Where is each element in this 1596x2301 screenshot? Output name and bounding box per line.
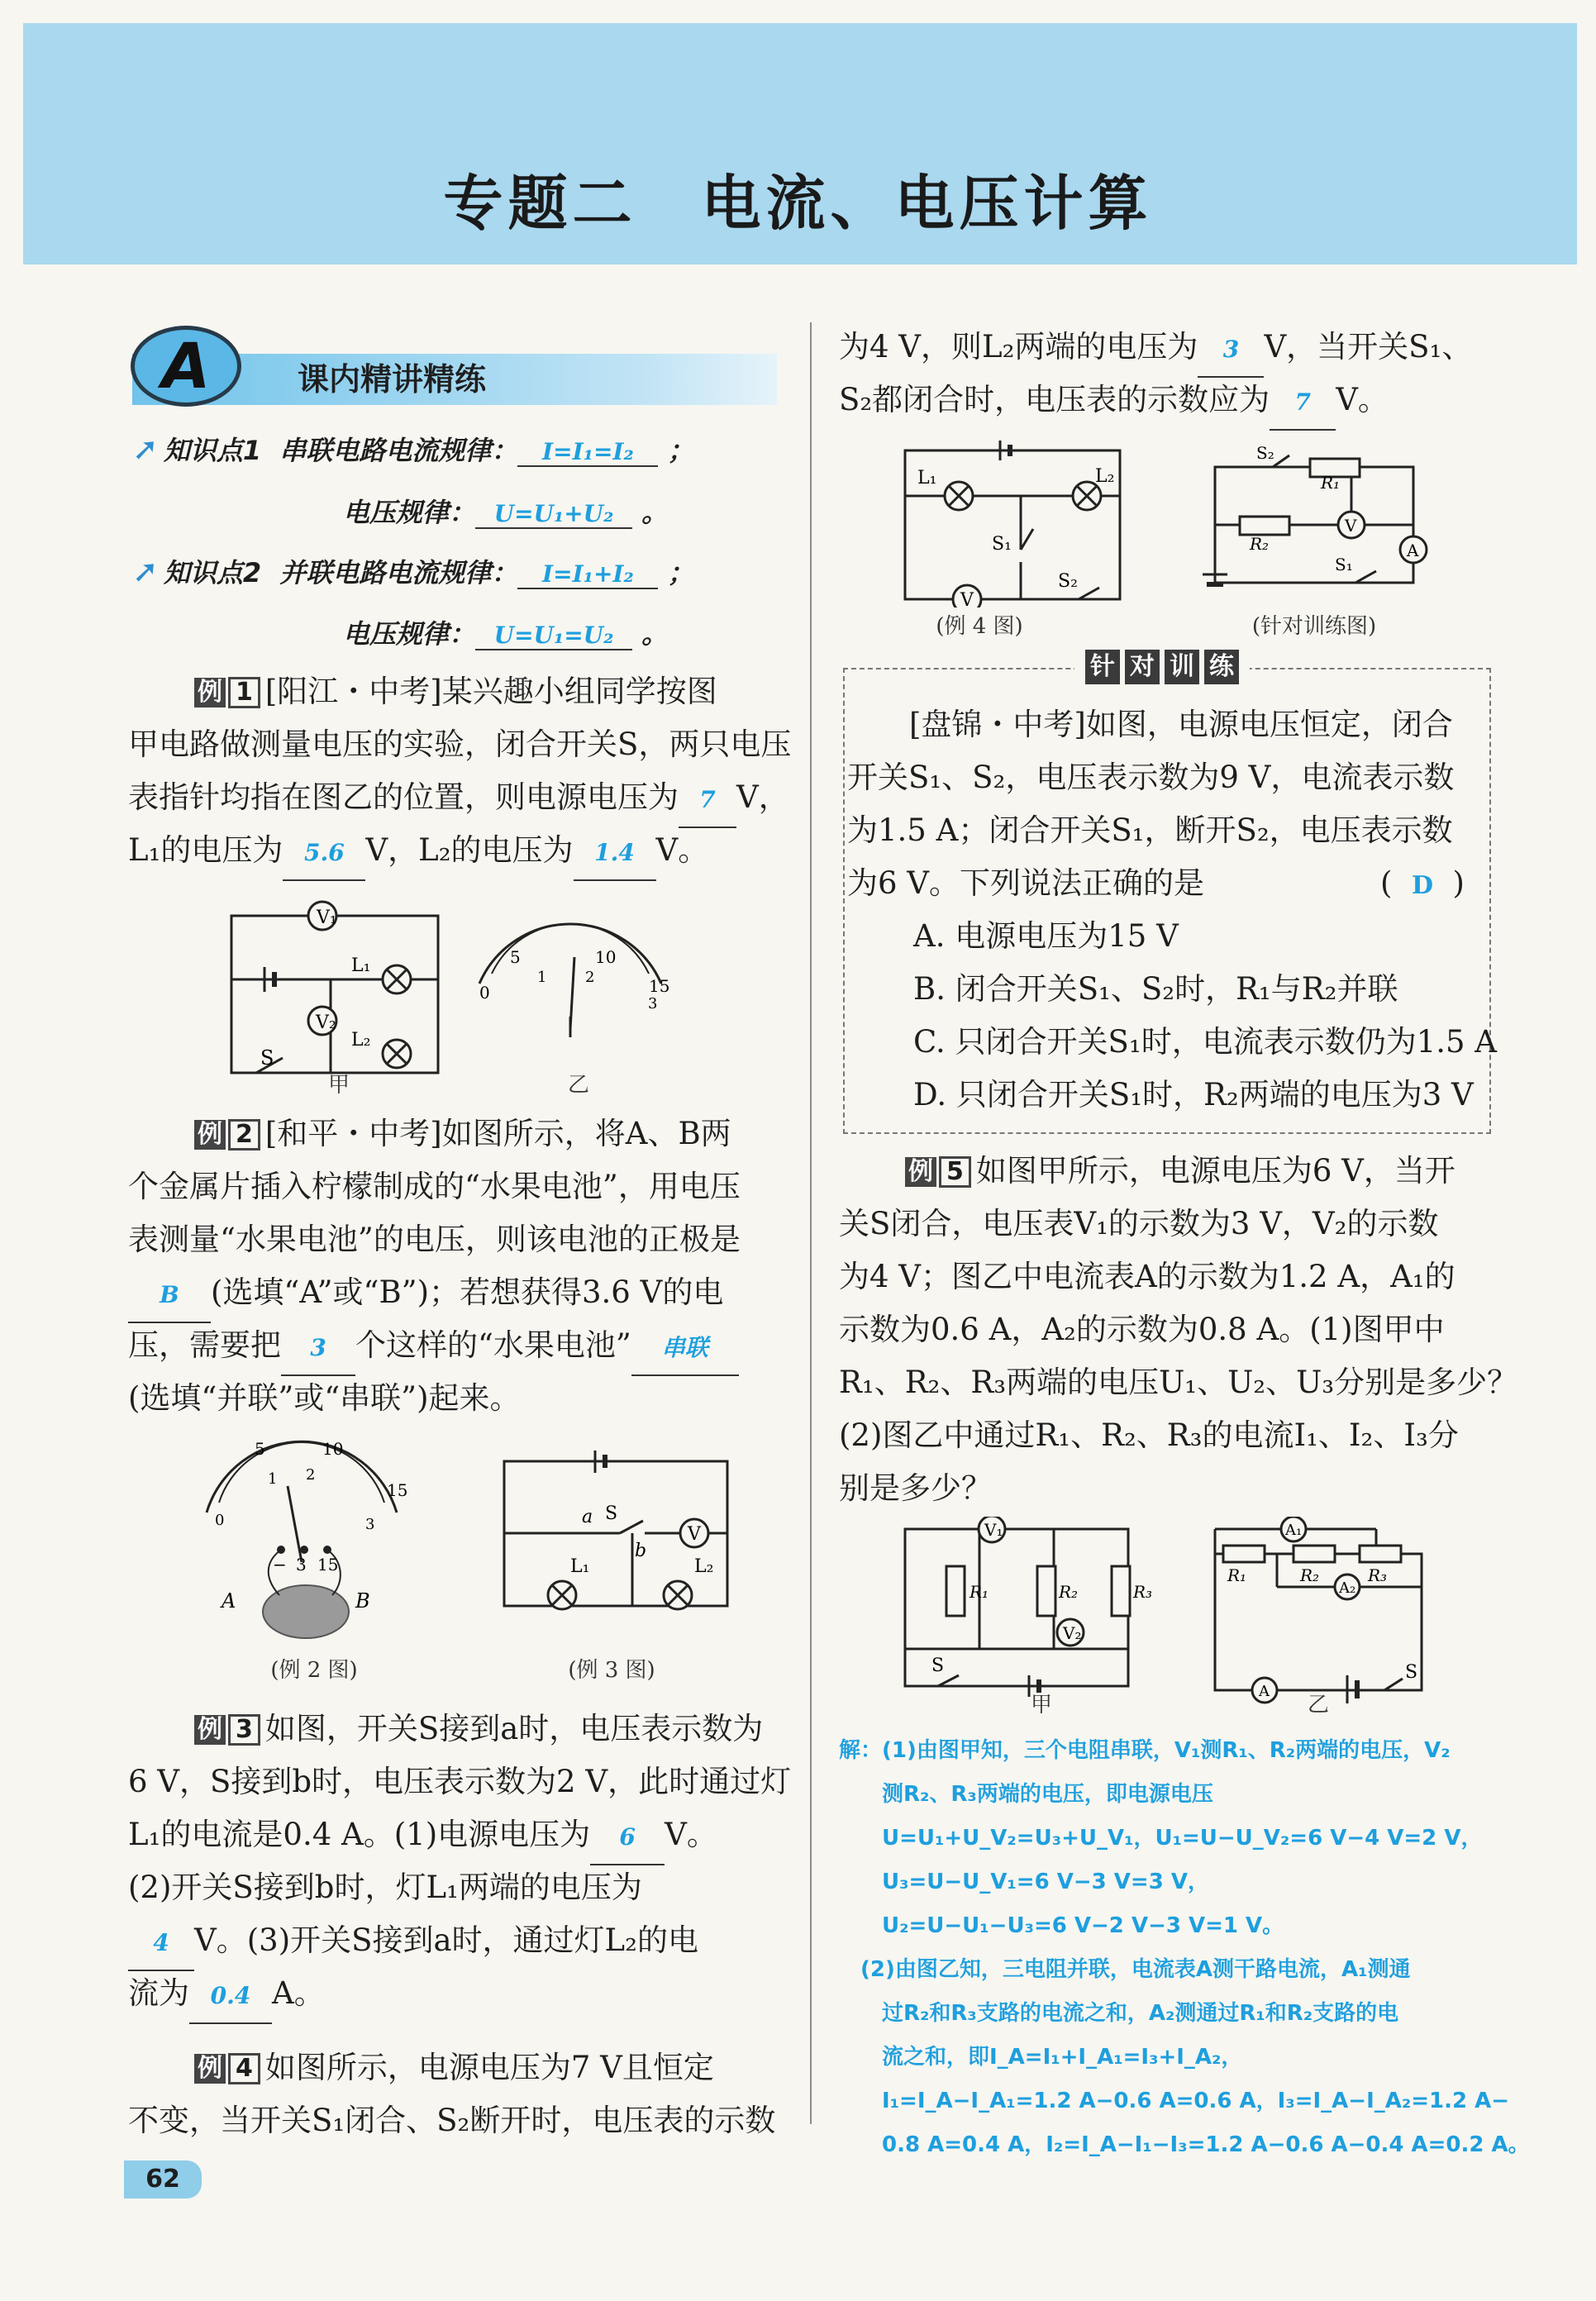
- text: V，当开关S₁、: [1264, 329, 1473, 364]
- training-answer: ( D ): [1380, 865, 1465, 901]
- ex2-ex3-diagrams: [182, 1438, 777, 1645]
- source: [盘锦・中考]: [909, 707, 1086, 742]
- svg-text:10: 10: [322, 1439, 344, 1459]
- svg-text:S₁: S₁: [992, 534, 1012, 555]
- svg-text:15: 15: [317, 1555, 339, 1574]
- answer: 7: [1270, 376, 1336, 431]
- ex3-line3: [128, 1808, 717, 1865]
- svg-text:2: 2: [306, 1466, 316, 1484]
- text: 如图，开关S接到a时，电压表示数为: [264, 1711, 764, 1746]
- solution-line: I₁=I_A−I_A₁=1.2 A−0.6 A=0.6 A，I₃=I_A−I_A₂=1.2 A−: [839, 2089, 1510, 2113]
- text: 某兴趣小组同学按图: [441, 674, 717, 709]
- svg-text:R₁: R₁: [1321, 473, 1341, 493]
- svg-text:L₁: L₁: [917, 468, 937, 488]
- ex5-line2: 关S闭合，电压表V₁的示数为3 V，V₂的示数: [839, 1206, 1439, 1241]
- page-title: 专题二 电流、电压计算: [443, 169, 1153, 238]
- kp-label: 知识点2: [163, 557, 262, 588]
- arrow-icon: ➚: [132, 553, 159, 589]
- svg-text:0: 0: [215, 1512, 225, 1529]
- solution-line: 解：(1)由图甲知，三个电阻串联，V₁测R₁、R₂两端的电压，V₂: [839, 1738, 1451, 1763]
- figure-caption: 乙: [1307, 1693, 1329, 1717]
- svg-text:S₂: S₂: [1256, 443, 1274, 463]
- kp-answer: U=U₁=U₂: [475, 622, 632, 650]
- solution-line: 0.8 A=0.4 A，I₂=I_A−I₁−I₃=1.2 A−0.6 A−0.4 A=0.2 A。: [839, 2132, 1530, 2157]
- svg-text:L₂: L₂: [1095, 466, 1115, 487]
- svg-text:V₂: V₂: [1063, 1623, 1082, 1643]
- training-line2: 开关S₁、S₂，电压表示数为9 V，电流表示数: [847, 760, 1455, 795]
- voltmeter-v1: [308, 902, 337, 930]
- svg-text:A₂: A₂: [1339, 1579, 1356, 1597]
- text: 流为: [128, 1975, 189, 2011]
- knowledge-point-2: ➚ 知识点2 并联电路电流规律： I=I₁+I₂ ；: [132, 553, 694, 589]
- svg-text:L₂: L₂: [351, 1030, 371, 1050]
- svg-text:1: 1: [268, 1470, 278, 1488]
- option-a: A. 电源电压为15 V: [913, 918, 1179, 954]
- svg-text:V₂: V₂: [316, 1012, 336, 1033]
- kp-answer: I=I₁=I₂: [517, 438, 658, 467]
- training-circuit: [1203, 443, 1427, 584]
- section-badge: A: [131, 326, 241, 407]
- text: V。: [665, 1817, 717, 1852]
- svg-text:b: b: [635, 1541, 647, 1561]
- ex2-line3: 表测量“水果电池”的电压，则该电池的正极是: [128, 1222, 741, 1257]
- ex5-line4: 示数为0.6 A，A₂的示数为0.8 A。(1)图甲中: [839, 1312, 1445, 1347]
- svg-text:2: 2: [585, 969, 595, 986]
- ex2-line2: 个金属片插入柠檬制成的“水果电池”，用电压: [128, 1169, 741, 1204]
- svg-text:0: 0: [479, 983, 490, 1003]
- figure-caption: 甲: [1030, 1693, 1052, 1717]
- fruit-battery-voltmeter: [207, 1439, 407, 1638]
- kp-answer: U=U₁+U₂: [475, 500, 632, 529]
- svg-text:A: A: [1407, 541, 1419, 560]
- ex5-parallel-circuit: [1215, 1517, 1422, 1703]
- svg-text:R₂: R₂: [1300, 1565, 1320, 1585]
- svg-text:R₂: R₂: [1250, 534, 1270, 554]
- ex1-line1: [194, 665, 717, 718]
- svg-text:S: S: [1405, 1662, 1418, 1683]
- answer: 5.6: [283, 827, 365, 881]
- svg-text:L₂: L₂: [694, 1556, 714, 1577]
- text: L₁的电压为: [128, 832, 283, 868]
- svg-text:V₁: V₁: [984, 1520, 1003, 1540]
- training-line3: 为1.5 A；闭合开关S₁，断开S₂，电压表示数: [847, 812, 1453, 848]
- example-number: 2: [228, 1119, 260, 1150]
- option-c: C. 只闭合开关S₁时，电流表示数仍为1.5 A: [913, 1024, 1498, 1060]
- ex5-line5: R₁、R₂、R₃两端的电压U₁、U₂、U₃分别是多少？: [839, 1365, 1518, 1400]
- text: 表指针均指在图乙的位置，则电源电压为: [128, 779, 679, 815]
- text: 如图，电源电压恒定，闭合: [1085, 707, 1453, 742]
- ex5-circuit-diagrams: [897, 1517, 1475, 1707]
- svg-text:5: 5: [255, 1439, 265, 1459]
- svg-text:R₂: R₂: [1059, 1582, 1079, 1602]
- ex5-line6: (2)图乙中通过R₁、R₂、R₃的电流I₁、I₂、I₃分: [839, 1417, 1459, 1453]
- example-mark: 例: [194, 2054, 226, 2084]
- ex5-line3: 为4 V；图乙中电流表A的示数为1.2 A，A₁的: [839, 1259, 1455, 1294]
- ex5-line1: [905, 1145, 1455, 1198]
- ex3-line2: 6 V，S接到b时，电压表示数为2 V，此时通过灯: [128, 1764, 792, 1799]
- kp-answer: I=I₁+I₂: [517, 560, 658, 589]
- example-mark: 例: [905, 1157, 936, 1187]
- text: L₁的电流是0.4 A。(1)电源电压为: [128, 1817, 591, 1852]
- svg-text:A₁: A₁: [1285, 1522, 1303, 1539]
- switch-label: S: [260, 1046, 274, 1070]
- voltmeter-v2: [308, 1007, 336, 1035]
- ex1-circuit-diagrams: [207, 893, 719, 1091]
- figure-caption: (例 2 图): [270, 1658, 358, 1683]
- ex2-line5: [128, 1319, 739, 1376]
- example-mark: 例: [194, 678, 226, 707]
- ex3-line5: [128, 1914, 698, 1971]
- lamp-l1: [351, 955, 411, 993]
- svg-text:5: 5: [510, 947, 521, 967]
- ex3-circuit: [504, 1451, 727, 1609]
- svg-text:−: −: [273, 1555, 287, 1574]
- kp-title: 串联电路电流规律：: [279, 435, 518, 466]
- svg-text:R₁: R₁: [1227, 1565, 1247, 1585]
- tag-char: 针: [1085, 650, 1120, 684]
- ex3-line6: [128, 1967, 325, 2024]
- svg-text:V: V: [1345, 516, 1357, 536]
- tag-char: 练: [1204, 650, 1239, 684]
- svg-text:S: S: [931, 1655, 945, 1676]
- answer: 0.4: [189, 1970, 272, 2024]
- text: 压，需要把: [128, 1327, 281, 1363]
- text: V，L₂的电压为: [365, 832, 574, 868]
- training-tag: [1074, 650, 1250, 684]
- answer: 1.4: [574, 827, 656, 881]
- figure-caption: (例 3 图): [568, 1658, 655, 1683]
- svg-text:S₁: S₁: [1335, 555, 1353, 574]
- ex5-line7: 别是多少？: [839, 1470, 992, 1506]
- ex5-series-circuit: [905, 1517, 1152, 1697]
- svg-text:L₁: L₁: [351, 955, 371, 976]
- svg-text:10: 10: [595, 947, 617, 967]
- tag-char: 对: [1125, 650, 1160, 684]
- solution-line: U₃=U−U_V₁=6 V−3 V=3 V，: [839, 1870, 1209, 1894]
- solution-line: U=U₁+U_V₂=U₃+U_V₁，U₁=U−U_V₂=6 V−4 V=2 V，: [839, 1826, 1483, 1851]
- svg-text:B: B: [355, 1589, 370, 1613]
- solution-line: (2)由图乙知，三电阻并联，电流表A测干路电流，A₁测通: [839, 1957, 1411, 1982]
- kp-title: 并联电路电流规律：: [279, 557, 518, 588]
- ex2-line1: [194, 1108, 731, 1160]
- svg-text:1: 1: [537, 969, 547, 986]
- svg-text:3: 3: [296, 1555, 307, 1574]
- svg-text:L₁: L₁: [570, 1556, 590, 1577]
- text: (选填“A”或“B”)；若想获得3.6 V的电: [211, 1274, 724, 1310]
- figure-caption: (例 4 图): [936, 614, 1023, 639]
- ex2-line4: [128, 1266, 723, 1323]
- knowledge-point-2-voltage: 电压规律： U=U₁=U₂ 。: [343, 618, 669, 650]
- answer: 6: [590, 1811, 665, 1865]
- option-b: B. 闭合开关S₁、S₂时，R₁与R₂并联: [913, 971, 1398, 1007]
- knowledge-point-1-voltage: 电压规律： U=U₁+U₂ 。: [343, 497, 669, 528]
- page-number: 62: [124, 2160, 202, 2199]
- example-mark: 例: [194, 1715, 226, 1745]
- text: 为4 V，则L₂两端的电压为: [839, 329, 1198, 364]
- ex1-line4: [128, 824, 708, 881]
- text: V，: [736, 779, 789, 815]
- svg-text:A: A: [222, 1589, 236, 1613]
- svg-text:3: 3: [365, 1516, 375, 1533]
- answer: B: [128, 1269, 211, 1323]
- answer: 3: [1198, 323, 1264, 378]
- text: V。(3)开关S接到a时，通过灯L₂的电: [194, 1922, 698, 1958]
- svg-text:V: V: [960, 590, 974, 607]
- voltmeter-dial: [479, 924, 669, 1037]
- answer: 串联: [631, 1322, 739, 1376]
- text: 如图所示，电源电压为7 V且恒定: [264, 2050, 714, 2085]
- knowledge-point-1: ➚ 知识点1 串联电路电流规律： I=I₁=I₂ ；: [132, 431, 694, 467]
- answer: 7: [679, 774, 736, 828]
- svg-text:V₁: V₁: [317, 908, 337, 928]
- ex4-line1: [194, 2041, 714, 2094]
- svg-text:S: S: [605, 1503, 618, 1524]
- solution-line: 过R₂和R₃支路的电流之和，A₂测通过R₁和R₂支路的电: [839, 2001, 1399, 2026]
- svg-text:a: a: [582, 1507, 593, 1527]
- source: [阳江・中考]: [264, 674, 442, 709]
- ex3-line1: [194, 1703, 763, 1756]
- kp-sub: 电压规律：: [343, 497, 476, 528]
- ex4-training-diagrams: [893, 434, 1471, 607]
- ex3-line4: (2)开关S接到b时，灯L₁两端的电压为: [128, 1870, 642, 1905]
- kp-label: 知识点1: [163, 435, 262, 466]
- text: 个这样的“水果电池”: [355, 1327, 631, 1363]
- kp-sub: 电压规律：: [343, 618, 476, 650]
- arrow-icon: ➚: [132, 431, 159, 467]
- ex4-circuit: [905, 441, 1120, 607]
- figure-caption: 甲: [327, 1073, 350, 1098]
- solution-line: U₂=U−U₁−U₃=6 V−2 V−3 V=1 V。: [839, 1913, 1284, 1938]
- svg-text:V: V: [688, 1524, 701, 1545]
- svg-text:R₃: R₃: [1368, 1565, 1388, 1585]
- text: 如图甲所示，电源电压为6 V，当开: [975, 1153, 1455, 1189]
- svg-text:15: 15: [649, 976, 670, 996]
- solution-line: 流之和，即I_A=I₁+I_A₁=I₃+I_A₂，: [839, 2045, 1243, 2070]
- svg-text:A: A: [1259, 1683, 1270, 1700]
- svg-text:R₁: R₁: [970, 1582, 989, 1602]
- ex4-line2: 不变，当开关S₁闭合、S₂断开时，电压表的示数: [128, 2103, 776, 2138]
- example-number: 3: [228, 1714, 260, 1746]
- svg-text:R₃: R₃: [1133, 1582, 1153, 1602]
- example-number: 4: [228, 2053, 260, 2084]
- text: S₂都闭合时，电压表的示数应为: [839, 382, 1270, 417]
- svg-text:S₂: S₂: [1058, 571, 1078, 592]
- ex4-line3: [839, 321, 1472, 378]
- lamp-l2: [351, 1030, 411, 1068]
- svg-text:3: 3: [648, 995, 658, 1012]
- example-number: 1: [228, 677, 260, 708]
- section-title: 课内精讲精练: [298, 361, 487, 398]
- text: A。: [272, 1975, 325, 2011]
- answer: 3: [281, 1322, 355, 1376]
- answer: 4: [128, 1917, 194, 1971]
- source: [和平・中考]: [264, 1116, 442, 1151]
- training-line1: [909, 698, 1453, 751]
- figure-caption: 乙: [567, 1073, 589, 1098]
- ex1-line3: [128, 771, 789, 828]
- column-divider: [810, 322, 812, 2124]
- solution-line: 测R₂、R₃两端的电压，即电源电压: [839, 1782, 1213, 1807]
- answer: D: [1411, 871, 1433, 900]
- text: V。: [1336, 382, 1389, 417]
- text: 如图所示，将A、B两: [441, 1116, 731, 1151]
- training-line4: 为6 V。下列说法正确的是: [847, 865, 1205, 901]
- ex4-line4: [839, 374, 1389, 431]
- example-number: 5: [939, 1156, 971, 1188]
- tag-char: 训: [1165, 650, 1199, 684]
- option-d: D. 只闭合开关S₁时，R₂两端的电压为3 V: [913, 1077, 1474, 1112]
- ex1-line2: 甲电路做测量电压的实验，闭合开关S，两只电压: [128, 727, 792, 762]
- figure-caption: (针对训练图): [1251, 614, 1377, 639]
- text: V。: [655, 832, 709, 868]
- example-mark: 例: [194, 1120, 226, 1150]
- ex2-line6: (选填“并联”或“串联”)起来。: [128, 1380, 521, 1416]
- svg-text:15: 15: [387, 1480, 408, 1500]
